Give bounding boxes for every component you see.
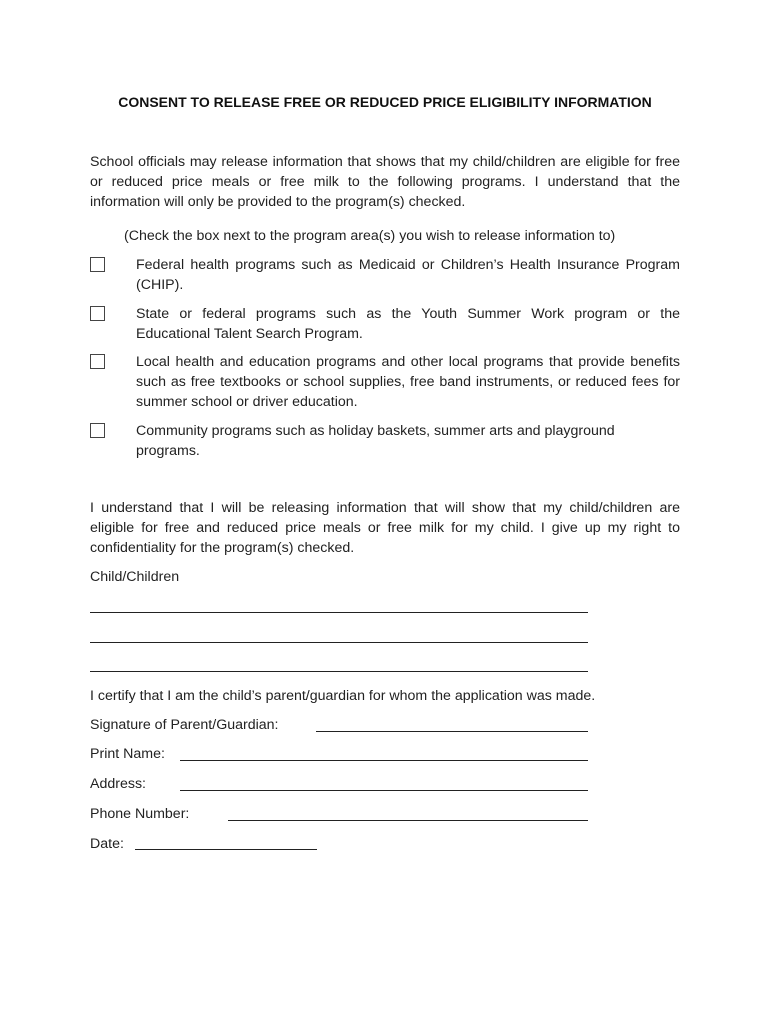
- child-name-line-2[interactable]: [90, 642, 588, 643]
- form-title: CONSENT TO RELEASE FREE OR REDUCED PRICE ELIGIBILITY INFORMATION: [118, 94, 652, 110]
- option-label: Local health and education programs and other local programs that provide benefits such as free textbooks or school supplies, free band instruments, or reduced fees for summer school or driver education.: [136, 354, 680, 410]
- option-label: Federal health programs such as Medicaid or Children’s Health Insurance Program (CHIP).: [136, 257, 680, 293]
- phone-line[interactable]: [228, 820, 588, 821]
- signature-label: Signature of Parent/Guardian:: [90, 717, 279, 733]
- checkbox-instruction: (Check the box next to the program area(s) you wish to release information to): [124, 228, 616, 244]
- signature-line[interactable]: [316, 731, 588, 732]
- date-line[interactable]: [135, 849, 317, 850]
- date-label: Date:: [90, 836, 124, 852]
- option-label: Community programs such as holiday baskets, summer arts and playground programs.: [136, 423, 615, 459]
- understand-paragraph: I understand that I will be releasing information that will show that my child/children are eligible for free and reduced price meals or free milk for my child. I give up my right to confidentiality for the program(s) checked.: [90, 500, 680, 556]
- children-label: Child/Children: [90, 569, 180, 585]
- address-line[interactable]: [180, 790, 588, 791]
- checkbox-state-federal[interactable]: [90, 306, 105, 321]
- checkbox-federal-health[interactable]: [90, 257, 105, 272]
- child-name-line-1[interactable]: [90, 612, 588, 613]
- phone-label: Phone Number:: [90, 806, 190, 822]
- certify-statement: I certify that I am the child’s parent/guardian for whom the application was made.: [90, 688, 596, 704]
- child-name-line-3[interactable]: [90, 671, 588, 672]
- intro-paragraph: School officials may release information that shows that my child/children are eligible for free or reduced price meals or free milk to the following programs. I understand that the information will only be provided to the program(s) checked.: [90, 154, 680, 210]
- checkbox-local-programs[interactable]: [90, 354, 105, 369]
- checkbox-community-programs[interactable]: [90, 423, 105, 438]
- print-name-line[interactable]: [180, 760, 588, 761]
- address-label: Address:: [90, 776, 146, 792]
- print-name-label: Print Name:: [90, 746, 165, 762]
- option-label: State or federal programs such as the Youth Summer Work program or the Educational Talent Search Program.: [136, 306, 680, 342]
